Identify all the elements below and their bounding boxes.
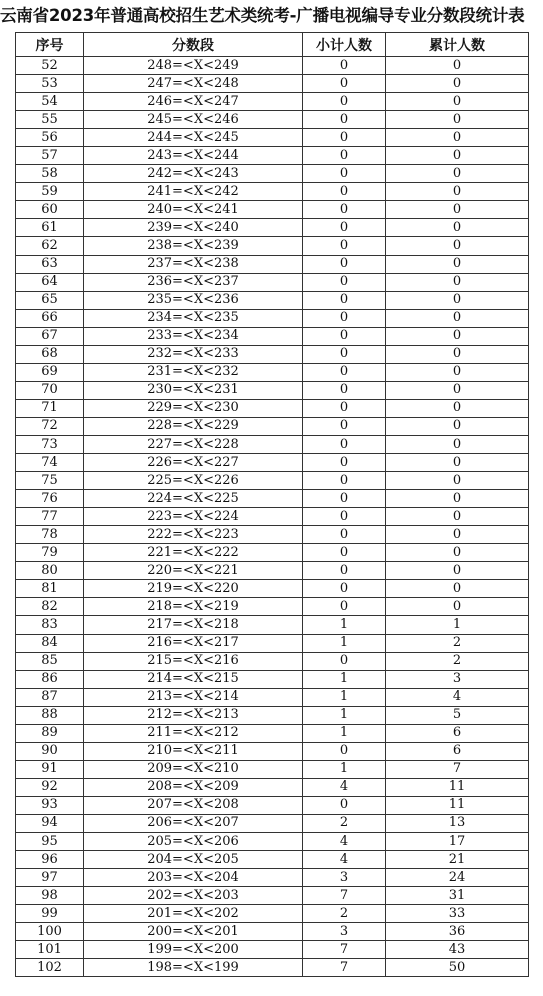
table-row <box>16 417 529 435</box>
score-range-cell: 206=<X<207 <box>84 814 303 832</box>
table-row <box>16 887 529 905</box>
cumulative-cell: 24 <box>386 869 529 887</box>
table-row <box>16 183 529 201</box>
score-range-cell: 205=<X<206 <box>84 833 303 851</box>
table-row <box>16 580 529 598</box>
table-row <box>16 634 529 652</box>
seq-cell: 76 <box>16 490 84 508</box>
subtotal-cell: 0 <box>303 562 386 580</box>
cumulative-cell: 0 <box>386 435 529 453</box>
subtotal-cell: 0 <box>303 544 386 562</box>
table-row <box>16 237 529 255</box>
cumulative-cell: 0 <box>386 399 529 417</box>
seq-cell: 92 <box>16 778 84 796</box>
seq-cell: 64 <box>16 273 84 291</box>
cumulative-cell: 0 <box>386 93 529 111</box>
seq-cell: 56 <box>16 129 84 147</box>
table-row <box>16 363 529 381</box>
subtotal-cell: 0 <box>303 255 386 273</box>
cumulative-cell: 11 <box>386 796 529 814</box>
subtotal-cell: 0 <box>303 183 386 201</box>
subtotal-cell: 1 <box>303 670 386 688</box>
score-range-cell: 230=<X<231 <box>84 381 303 399</box>
score-range-cell: 234=<X<235 <box>84 309 303 327</box>
table-row <box>16 869 529 887</box>
table-row <box>16 57 529 75</box>
cumulative-cell: 36 <box>386 923 529 941</box>
cumulative-cell: 0 <box>386 544 529 562</box>
score-range-cell: 203=<X<204 <box>84 869 303 887</box>
subtotal-cell: 0 <box>303 57 386 75</box>
subtotal-cell: 2 <box>303 905 386 923</box>
seq-cell: 72 <box>16 417 84 435</box>
table-row <box>16 706 529 724</box>
cumulative-cell: 0 <box>386 183 529 201</box>
score-range-cell: 239=<X<240 <box>84 219 303 237</box>
score-range-cell: 201=<X<202 <box>84 905 303 923</box>
table-row <box>16 327 529 345</box>
score-range-cell: 235=<X<236 <box>84 291 303 309</box>
cumulative-cell: 0 <box>386 381 529 399</box>
table-row <box>16 760 529 778</box>
subtotal-cell: 0 <box>303 327 386 345</box>
seq-cell: 55 <box>16 111 84 129</box>
subtotal-cell: 1 <box>303 724 386 742</box>
table-row <box>16 291 529 309</box>
seq-cell: 80 <box>16 562 84 580</box>
cumulative-cell: 4 <box>386 688 529 706</box>
header-cumulative: 累计人数 <box>386 33 529 57</box>
score-range-cell: 237=<X<238 <box>84 255 303 273</box>
seq-cell: 83 <box>16 616 84 634</box>
table-row <box>16 147 529 165</box>
subtotal-cell: 0 <box>303 417 386 435</box>
subtotal-cell: 1 <box>303 616 386 634</box>
score-range-cell: 244=<X<245 <box>84 129 303 147</box>
table-row <box>16 309 529 327</box>
table-row <box>16 201 529 219</box>
score-range-cell: 233=<X<234 <box>84 327 303 345</box>
score-range-cell: 198=<X<199 <box>84 959 303 977</box>
seq-cell: 97 <box>16 869 84 887</box>
subtotal-cell: 0 <box>303 454 386 472</box>
table-row <box>16 93 529 111</box>
cumulative-cell: 0 <box>386 129 529 147</box>
subtotal-cell: 0 <box>303 796 386 814</box>
seq-cell: 101 <box>16 941 84 959</box>
score-range-cell: 208=<X<209 <box>84 778 303 796</box>
subtotal-cell: 0 <box>303 111 386 129</box>
subtotal-cell: 0 <box>303 580 386 598</box>
score-range-cell: 228=<X<229 <box>84 417 303 435</box>
cumulative-cell: 13 <box>386 814 529 832</box>
subtotal-cell: 3 <box>303 869 386 887</box>
seq-cell: 94 <box>16 814 84 832</box>
table-row <box>16 219 529 237</box>
score-range-cell: 229=<X<230 <box>84 399 303 417</box>
table-row <box>16 490 529 508</box>
subtotal-cell: 0 <box>303 165 386 183</box>
table-row <box>16 796 529 814</box>
cumulative-cell: 0 <box>386 598 529 616</box>
cumulative-cell: 0 <box>386 508 529 526</box>
subtotal-cell: 0 <box>303 490 386 508</box>
subtotal-cell: 0 <box>303 147 386 165</box>
score-range-cell: 214=<X<215 <box>84 670 303 688</box>
subtotal-cell: 0 <box>303 742 386 760</box>
table-row <box>16 959 529 977</box>
table-row <box>16 941 529 959</box>
header-subtotal: 小计人数 <box>303 33 386 57</box>
cumulative-cell: 0 <box>386 291 529 309</box>
score-range-cell: 216=<X<217 <box>84 634 303 652</box>
score-range-cell: 207=<X<208 <box>84 796 303 814</box>
seq-cell: 58 <box>16 165 84 183</box>
seq-cell: 93 <box>16 796 84 814</box>
cumulative-cell: 11 <box>386 778 529 796</box>
score-range-cell: 240=<X<241 <box>84 201 303 219</box>
cumulative-cell: 6 <box>386 742 529 760</box>
seq-cell: 98 <box>16 887 84 905</box>
score-range-cell: 202=<X<203 <box>84 887 303 905</box>
cumulative-cell: 2 <box>386 634 529 652</box>
table-row <box>16 923 529 941</box>
score-distribution-table <box>15 32 529 977</box>
score-range-cell: 222=<X<223 <box>84 526 303 544</box>
cumulative-cell: 0 <box>386 219 529 237</box>
score-range-cell: 247=<X<248 <box>84 75 303 93</box>
subtotal-cell: 0 <box>303 273 386 291</box>
cumulative-cell: 0 <box>386 472 529 490</box>
cumulative-cell: 6 <box>386 724 529 742</box>
score-range-cell: 211=<X<212 <box>84 724 303 742</box>
seq-cell: 77 <box>16 508 84 526</box>
cumulative-cell: 2 <box>386 652 529 670</box>
score-range-cell: 219=<X<220 <box>84 580 303 598</box>
score-range-cell: 221=<X<222 <box>84 544 303 562</box>
cumulative-cell: 0 <box>386 562 529 580</box>
subtotal-cell: 0 <box>303 652 386 670</box>
seq-cell: 63 <box>16 255 84 273</box>
score-range-cell: 243=<X<244 <box>84 147 303 165</box>
subtotal-cell: 0 <box>303 381 386 399</box>
cumulative-cell: 31 <box>386 887 529 905</box>
seq-cell: 53 <box>16 75 84 93</box>
seq-cell: 100 <box>16 923 84 941</box>
seq-cell: 73 <box>16 435 84 453</box>
score-range-cell: 218=<X<219 <box>84 598 303 616</box>
table-row <box>16 111 529 129</box>
cumulative-cell: 0 <box>386 273 529 291</box>
cumulative-cell: 7 <box>386 760 529 778</box>
seq-cell: 62 <box>16 237 84 255</box>
score-range-cell: 242=<X<243 <box>84 165 303 183</box>
header-score-range: 分数段 <box>84 33 303 57</box>
score-range-cell: 231=<X<232 <box>84 363 303 381</box>
score-range-cell: 238=<X<239 <box>84 237 303 255</box>
score-range-cell: 227=<X<228 <box>84 435 303 453</box>
cumulative-cell: 0 <box>386 454 529 472</box>
score-range-cell: 224=<X<225 <box>84 490 303 508</box>
score-range-cell: 209=<X<210 <box>84 760 303 778</box>
table-row <box>16 742 529 760</box>
table-row <box>16 670 529 688</box>
cumulative-cell: 0 <box>386 490 529 508</box>
cumulative-cell: 0 <box>386 111 529 129</box>
subtotal-cell: 0 <box>303 363 386 381</box>
seq-cell: 52 <box>16 57 84 75</box>
subtotal-cell: 0 <box>303 75 386 93</box>
subtotal-cell: 1 <box>303 760 386 778</box>
table-row <box>16 814 529 832</box>
seq-cell: 95 <box>16 833 84 851</box>
table-row <box>16 688 529 706</box>
score-range-cell: 223=<X<224 <box>84 508 303 526</box>
cumulative-cell: 33 <box>386 905 529 923</box>
seq-cell: 99 <box>16 905 84 923</box>
seq-cell: 87 <box>16 688 84 706</box>
score-range-cell: 246=<X<247 <box>84 93 303 111</box>
score-range-cell: 236=<X<237 <box>84 273 303 291</box>
subtotal-cell: 0 <box>303 201 386 219</box>
table-title: 云南省2023年普通高校招生艺术类统考-广播电视编导专业分数段统计表 <box>0 6 525 25</box>
seq-cell: 74 <box>16 454 84 472</box>
subtotal-cell: 4 <box>303 778 386 796</box>
cumulative-cell: 43 <box>386 941 529 959</box>
table-row <box>16 851 529 869</box>
subtotal-cell: 0 <box>303 93 386 111</box>
cumulative-cell: 5 <box>386 706 529 724</box>
subtotal-cell: 0 <box>303 526 386 544</box>
cumulative-cell: 0 <box>386 580 529 598</box>
cumulative-cell: 0 <box>386 165 529 183</box>
subtotal-cell: 7 <box>303 959 386 977</box>
table-row <box>16 905 529 923</box>
cumulative-cell: 50 <box>386 959 529 977</box>
cumulative-cell: 0 <box>386 309 529 327</box>
cumulative-cell: 21 <box>386 851 529 869</box>
seq-cell: 61 <box>16 219 84 237</box>
seq-cell: 60 <box>16 201 84 219</box>
table-row <box>16 345 529 363</box>
table-row <box>16 724 529 742</box>
cumulative-cell: 0 <box>386 526 529 544</box>
seq-cell: 54 <box>16 93 84 111</box>
table-row <box>16 472 529 490</box>
subtotal-cell: 0 <box>303 237 386 255</box>
table-row <box>16 526 529 544</box>
subtotal-cell: 1 <box>303 688 386 706</box>
score-range-cell: 245=<X<246 <box>84 111 303 129</box>
subtotal-cell: 7 <box>303 887 386 905</box>
cumulative-cell: 0 <box>386 57 529 75</box>
table-row <box>16 616 529 634</box>
cumulative-cell: 0 <box>386 327 529 345</box>
score-range-cell: 220=<X<221 <box>84 562 303 580</box>
subtotal-cell: 0 <box>303 309 386 327</box>
cumulative-cell: 1 <box>386 616 529 634</box>
seq-cell: 82 <box>16 598 84 616</box>
table-row <box>16 562 529 580</box>
seq-cell: 70 <box>16 381 84 399</box>
table-row <box>16 75 529 93</box>
seq-cell: 91 <box>16 760 84 778</box>
score-range-cell: 212=<X<213 <box>84 706 303 724</box>
seq-cell: 86 <box>16 670 84 688</box>
subtotal-cell: 0 <box>303 472 386 490</box>
seq-cell: 68 <box>16 345 84 363</box>
seq-cell: 81 <box>16 580 84 598</box>
seq-cell: 75 <box>16 472 84 490</box>
subtotal-cell: 0 <box>303 399 386 417</box>
cumulative-cell: 0 <box>386 417 529 435</box>
cumulative-cell: 0 <box>386 363 529 381</box>
seq-cell: 96 <box>16 851 84 869</box>
subtotal-cell: 4 <box>303 851 386 869</box>
subtotal-cell: 2 <box>303 814 386 832</box>
table-row <box>16 255 529 273</box>
table-row <box>16 399 529 417</box>
cumulative-cell: 0 <box>386 255 529 273</box>
subtotal-cell: 0 <box>303 598 386 616</box>
seq-cell: 66 <box>16 309 84 327</box>
seq-cell: 78 <box>16 526 84 544</box>
table-row <box>16 165 529 183</box>
subtotal-cell: 0 <box>303 129 386 147</box>
seq-cell: 69 <box>16 363 84 381</box>
cumulative-cell: 3 <box>386 670 529 688</box>
score-range-cell: 199=<X<200 <box>84 941 303 959</box>
score-range-cell: 248=<X<249 <box>84 57 303 75</box>
score-range-cell: 200=<X<201 <box>84 923 303 941</box>
subtotal-cell: 0 <box>303 345 386 363</box>
subtotal-cell: 7 <box>303 941 386 959</box>
cumulative-cell: 0 <box>386 75 529 93</box>
subtotal-cell: 4 <box>303 833 386 851</box>
table-row <box>16 273 529 291</box>
header-row <box>16 33 529 57</box>
table-row <box>16 454 529 472</box>
cumulative-cell: 0 <box>386 237 529 255</box>
seq-cell: 89 <box>16 724 84 742</box>
subtotal-cell: 3 <box>303 923 386 941</box>
score-range-cell: 217=<X<218 <box>84 616 303 634</box>
score-range-cell: 204=<X<205 <box>84 851 303 869</box>
seq-cell: 84 <box>16 634 84 652</box>
seq-cell: 85 <box>16 652 84 670</box>
seq-cell: 79 <box>16 544 84 562</box>
seq-cell: 57 <box>16 147 84 165</box>
cumulative-cell: 0 <box>386 201 529 219</box>
table-row <box>16 544 529 562</box>
subtotal-cell: 1 <box>303 634 386 652</box>
seq-cell: 67 <box>16 327 84 345</box>
seq-cell: 59 <box>16 183 84 201</box>
seq-cell: 88 <box>16 706 84 724</box>
seq-cell: 90 <box>16 742 84 760</box>
score-range-cell: 226=<X<227 <box>84 454 303 472</box>
table-row <box>16 598 529 616</box>
subtotal-cell: 0 <box>303 508 386 526</box>
score-range-cell: 225=<X<226 <box>84 472 303 490</box>
table-row <box>16 508 529 526</box>
table-row <box>16 833 529 851</box>
subtotal-cell: 0 <box>303 435 386 453</box>
subtotal-cell: 1 <box>303 706 386 724</box>
subtotal-cell: 0 <box>303 291 386 309</box>
seq-cell: 102 <box>16 959 84 977</box>
header-seq: 序号 <box>16 33 84 57</box>
table-row <box>16 778 529 796</box>
table-row <box>16 129 529 147</box>
cumulative-cell: 0 <box>386 147 529 165</box>
table-row <box>16 381 529 399</box>
score-range-cell: 241=<X<242 <box>84 183 303 201</box>
cumulative-cell: 17 <box>386 833 529 851</box>
score-range-cell: 213=<X<214 <box>84 688 303 706</box>
score-range-cell: 232=<X<233 <box>84 345 303 363</box>
seq-cell: 71 <box>16 399 84 417</box>
table-row <box>16 435 529 453</box>
cumulative-cell: 0 <box>386 345 529 363</box>
subtotal-cell: 0 <box>303 219 386 237</box>
score-range-cell: 215=<X<216 <box>84 652 303 670</box>
seq-cell: 65 <box>16 291 84 309</box>
score-range-cell: 210=<X<211 <box>84 742 303 760</box>
table-row <box>16 652 529 670</box>
